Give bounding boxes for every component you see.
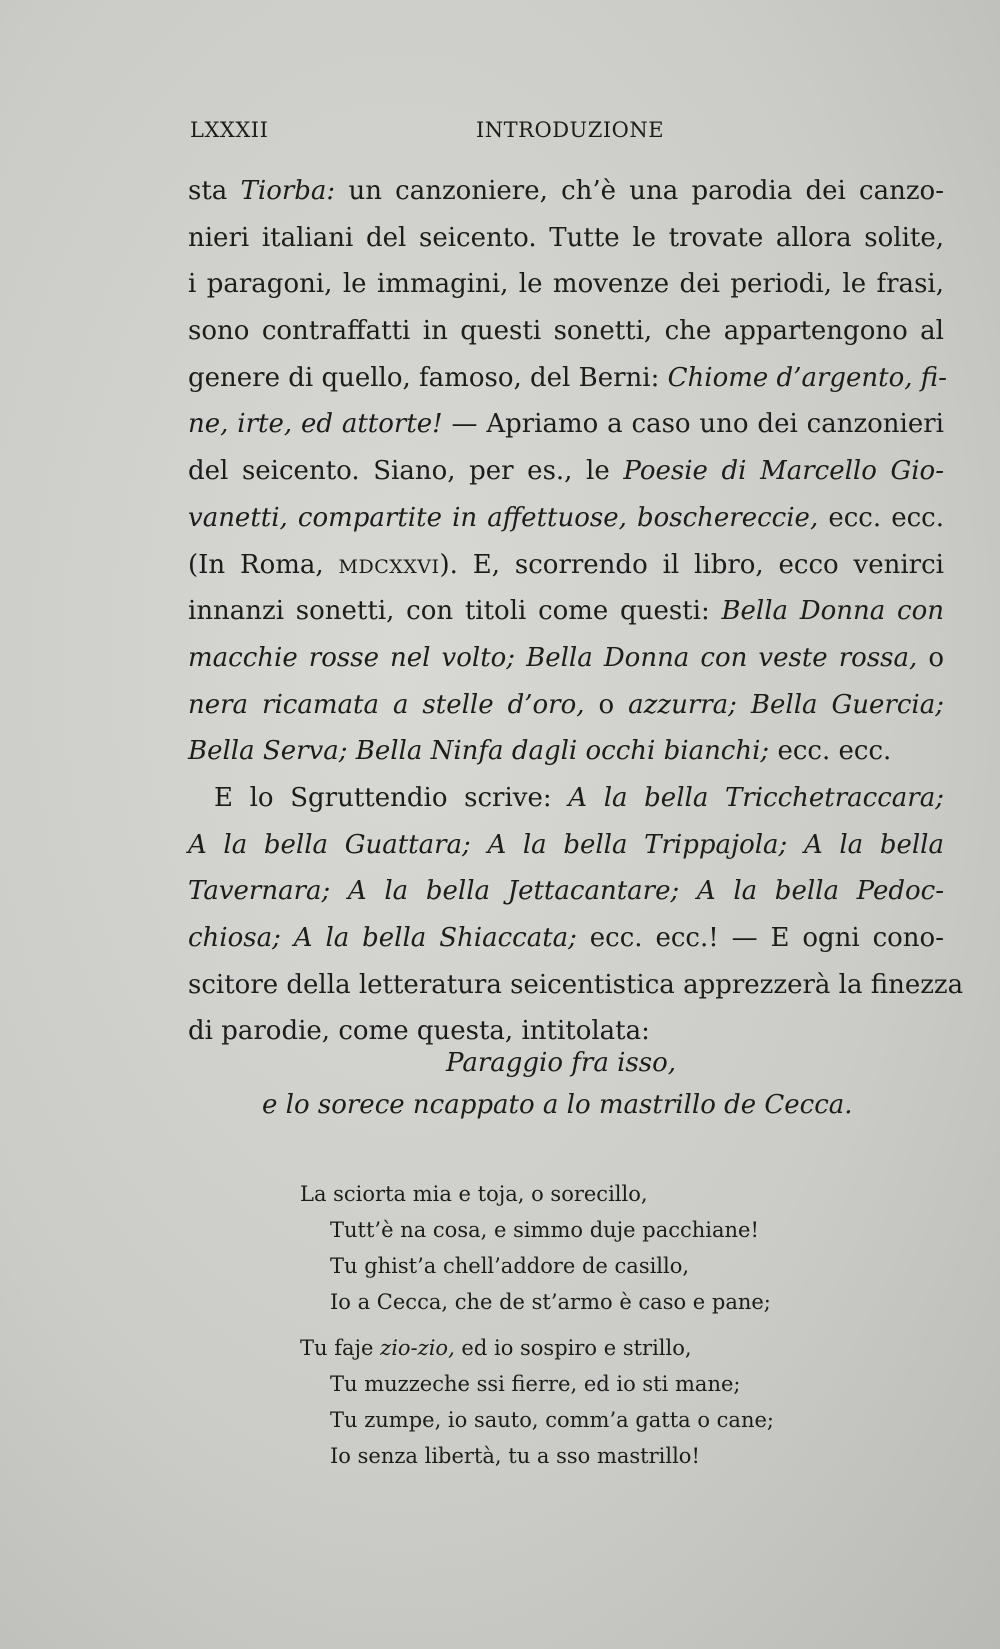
text-line: sta Tiorba: un canzoniere, ch’è una parodia dei canzo- xyxy=(188,176,944,206)
page-header xyxy=(190,118,950,152)
verse-line: Tu ghist’a chell’addore de casillo, xyxy=(330,1254,690,1278)
poem-title-line: e lo sorece ncappato a lo mastrillo de Cecca. xyxy=(262,1090,853,1120)
text-line: del seicento. Siano, per es., le Poesie di Marcello Gio- xyxy=(188,456,944,487)
text-line: (In Roma, MDCXXVI). E, scorrendo il libro, ecco venirci xyxy=(188,549,944,580)
verse-line: Tu zumpe, io sauto, comm’a gatta o cane; xyxy=(330,1408,774,1432)
text-line: chiosa; A la bella Shiaccata; ecc. ecc.! — E ogni cono- xyxy=(188,923,944,953)
text-line: A la bella Guattara; A la bella Trippajola; A la bella xyxy=(188,829,944,860)
text-line: Tavernara; A la bella Jettacantare; A la bella Pedoc- xyxy=(188,876,944,907)
text-line: innanzi sonetti, con titoli come questi: Bella Donna con xyxy=(188,596,944,627)
text-line: Bella Serva; Bella Ninfa dagli occhi bianchi; ecc. ecc. xyxy=(188,736,892,767)
stanza xyxy=(300,1176,774,1320)
text-line: genere di quello, famoso, del Berni: Chiome d’argento, fi- xyxy=(188,362,947,393)
verse-line: La sciorta mia e toja, o sorecillo, xyxy=(300,1182,648,1206)
verse-line: Io senza libertà, tu a sso mastrillo! xyxy=(330,1444,700,1468)
running-title: INTRODUZIONE xyxy=(476,118,665,142)
verse-line: Tutt’è na cosa, e simmo duje pacchiane! xyxy=(330,1218,759,1242)
page-number: LXXXII xyxy=(190,118,269,142)
verse-line: Tu muzzeche ssi fierre, ed io sti mane; xyxy=(330,1372,741,1396)
text-line: scitore della letteratura seicentistica apprezzerà la finezza xyxy=(188,969,964,1000)
text-line: nera ricamata a stelle d’oro, o azzurra; Bella Guercia; xyxy=(188,689,944,720)
text-line: macchie rosse nel volto; Bella Donna con veste rossa, o xyxy=(188,642,945,673)
text-line: di parodie, come questa, intitolata: xyxy=(188,1016,650,1047)
text-line: vanetti, compartite in affettuose, boschereccie, ecc. ecc. xyxy=(188,502,945,533)
body-text xyxy=(188,168,964,1055)
verse-line: Io a Cecca, che de st’armo è caso e pane; xyxy=(330,1290,771,1314)
poem-title-line: Paraggio fra isso, xyxy=(446,1048,677,1078)
text-line: i paragoni, le immagini, le movenze dei periodi, le frasi, xyxy=(188,269,944,300)
text-line: nieri italiani del seicento. Tutte le trovate allora solite, xyxy=(188,222,944,253)
sonnet xyxy=(300,1176,774,1484)
text-line: sono contraffatti in questi sonetti, che appartengono al xyxy=(188,316,944,347)
stanza xyxy=(300,1330,774,1474)
verse-line: Tu faje zio-zio, ed io sospiro e strillo, xyxy=(300,1336,692,1360)
text-line: E lo Sgruttendio scrive: A la bella Tricchetraccara; xyxy=(214,782,944,813)
text-line: ne, irte, ed attorte! — Apriamo a caso uno dei canzonieri xyxy=(188,409,944,440)
